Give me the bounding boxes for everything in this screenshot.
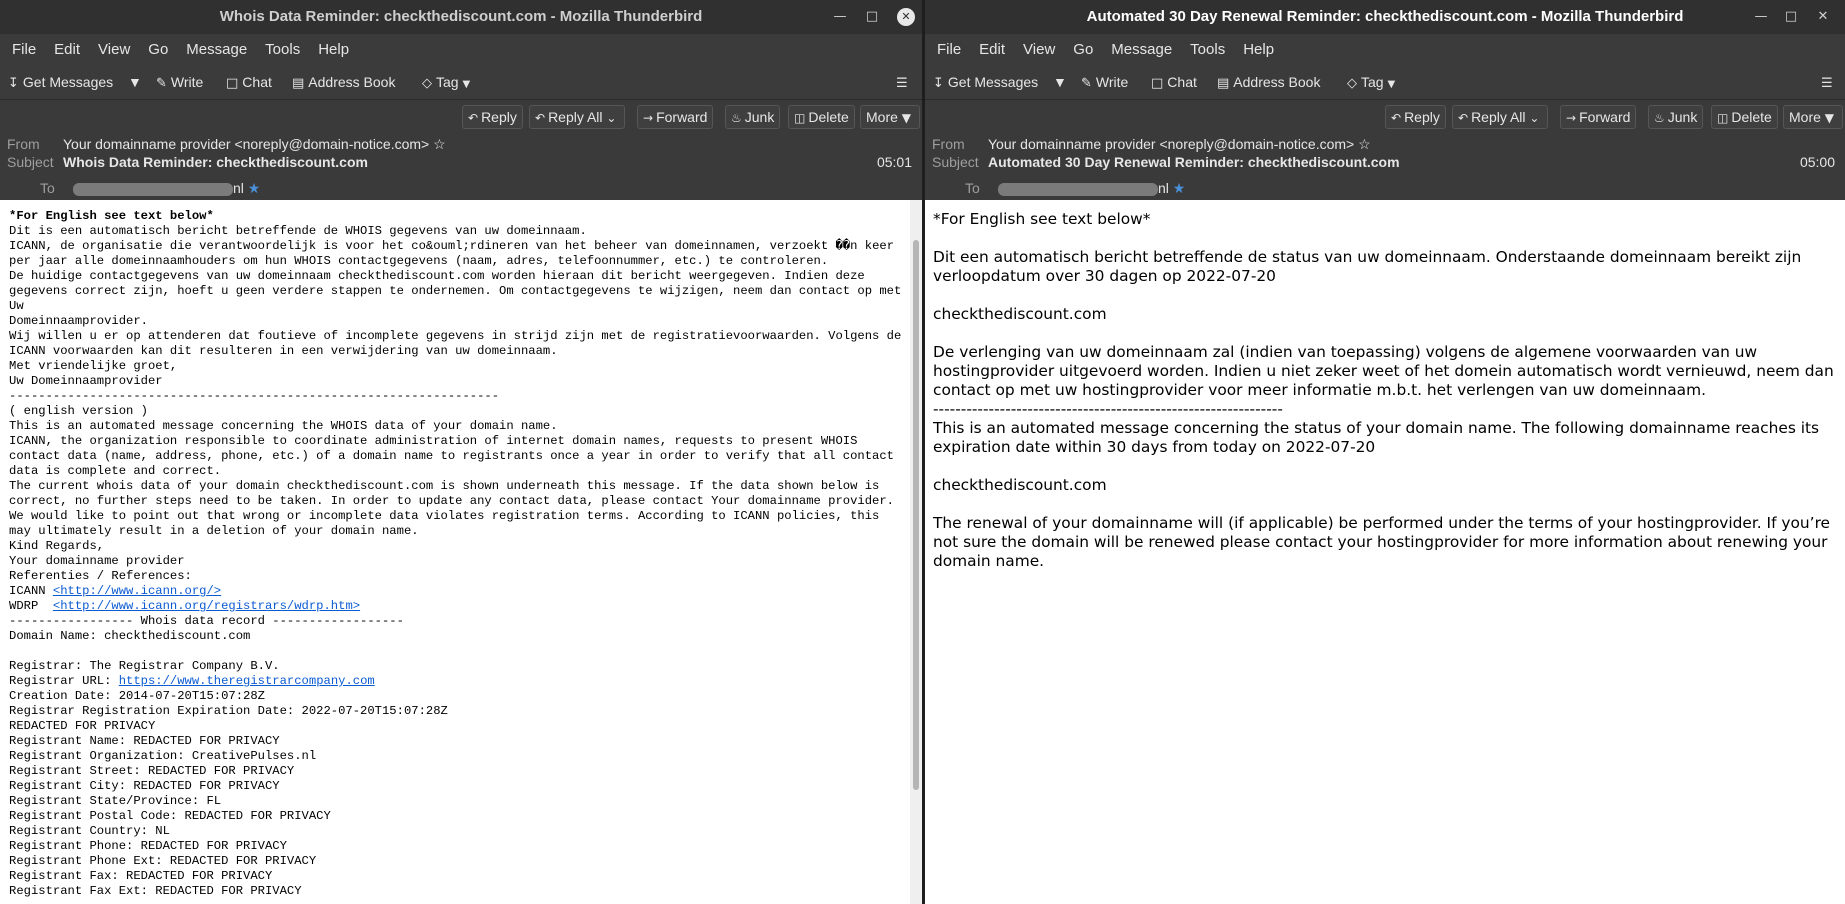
title-bar[interactable] bbox=[925, 0, 1845, 34]
address-book-icon: ▤ bbox=[1217, 76, 1230, 91]
reply-all-button[interactable]: ↶ Reply All ⌄ bbox=[529, 105, 625, 129]
menu-help[interactable]: Help bbox=[1243, 41, 1275, 58]
menu-file[interactable]: File bbox=[12, 41, 37, 58]
subject-row: Subject Automated 30 Day Renewal Reminder: checkthediscount.com bbox=[932, 154, 1400, 170]
download-icon: ↧ bbox=[933, 76, 944, 91]
get-messages-button[interactable]: ↧ Get Messages bbox=[8, 65, 113, 101]
menu-help[interactable]: Help bbox=[318, 41, 350, 58]
download-icon: ↧ bbox=[8, 76, 19, 91]
icann-link[interactable]: <http://www.icann.org/> bbox=[52, 584, 222, 598]
message-header bbox=[0, 100, 922, 200]
to-row: To nl ★ bbox=[965, 180, 1186, 197]
address-book-icon: ▤ bbox=[292, 76, 305, 91]
tag-icon: ◇ bbox=[1347, 76, 1357, 91]
more-button[interactable]: More ▼ bbox=[860, 105, 920, 129]
pencil-icon: ✎ bbox=[1081, 76, 1092, 91]
reply-all-button[interactable]: ↶ Reply All ⌄ bbox=[1452, 105, 1548, 129]
english-paragraph-2: The renewal of your domainname will (if applicable) be performed under the terms of your hostingprovider. If you’re not sure the domain will be renewed please contact your hostingprovider for more information about renewing your domain name. bbox=[933, 514, 1831, 570]
star-outline-icon[interactable]: ☆ bbox=[433, 136, 446, 152]
trash-icon: ◫ bbox=[1717, 111, 1729, 125]
wdrp-link[interactable]: <http://www.icann.org/registrars/wdrp.htm> bbox=[52, 599, 361, 613]
subject-value: Automated 30 Day Renewal Reminder: checkthediscount.com bbox=[988, 154, 1400, 170]
from-row: From Your domainname provider <noreply@domain-notice.com> ☆ bbox=[932, 136, 1371, 152]
menu-file[interactable]: File bbox=[937, 41, 962, 58]
reply-button[interactable]: ↶ Reply bbox=[462, 105, 523, 129]
subject-row: Subject Whois Data Reminder: checkthediscount.com bbox=[7, 154, 368, 170]
junk-button[interactable]: ♨ Junk bbox=[1648, 105, 1703, 129]
domain-name-nl: checkthediscount.com bbox=[933, 305, 1107, 323]
star-filled-icon[interactable]: ★ bbox=[247, 181, 261, 197]
write-button[interactable]: ✎ Write bbox=[156, 65, 203, 101]
redacted-recipient bbox=[73, 183, 233, 196]
title-bar[interactable] bbox=[0, 0, 922, 34]
dutch-paragraph-2: De verlenging van uw domeinnaam zal (indien van toepassing) volgens de algemene voorwaarden van uw hostingprovider uitgevoerd worden. Indien u niet zeker weet of het domein automatisch wordt vernieuwd, neem dan contact op met uw hostingprovider voor meer informatie m.b.t. het verlengen van uw domeinnaam. bbox=[933, 343, 1834, 399]
english-notice: *For English see text below* bbox=[9, 209, 214, 223]
menu-tools[interactable]: Tools bbox=[1190, 41, 1226, 58]
menu-go[interactable]: Go bbox=[1073, 41, 1094, 58]
menu-message[interactable]: Message bbox=[186, 41, 248, 58]
address-book-button[interactable]: ▤ Address Book bbox=[292, 65, 395, 101]
menu-edit[interactable]: Edit bbox=[979, 41, 1006, 58]
close-icon[interactable]: ✕ bbox=[1817, 9, 1829, 24]
reply-icon: ↶ bbox=[468, 111, 479, 125]
tag-icon: ◇ bbox=[422, 76, 432, 91]
more-button[interactable]: More ▼ bbox=[1783, 105, 1843, 129]
domain-name-en: checkthediscount.com bbox=[933, 476, 1107, 494]
menu-view[interactable]: View bbox=[98, 41, 131, 58]
reply-button[interactable]: ↶ Reply bbox=[1385, 105, 1446, 129]
english-notice: *For English see text below* bbox=[933, 210, 1151, 228]
forward-button[interactable]: → Forward bbox=[1560, 105, 1636, 129]
tag-button[interactable]: ◇ Tag ▼ bbox=[1347, 65, 1395, 102]
from-address[interactable]: Your domainname provider <noreply@domain-notice.com> bbox=[988, 136, 1355, 152]
dutch-paragraph-1: Dit een automatisch bericht betreffende de status van uw domeinnaam. Onderstaande domeinnaam bereikt zijn verloopdatum over 30 dagen op 2022-07-20 bbox=[933, 248, 1802, 285]
message-time: 05:00 bbox=[1799, 154, 1835, 170]
hamburger-icon: ☰ bbox=[1821, 76, 1833, 91]
whois-record-details: Creation Date: 2014-07-20T15:07:28Z Registrar Registration Expiration Date: 2022-07-20T15:07:28Z REDACTED FOR PRIVACY Registrant Name: REDACTED FOR PRIVACY Registrant Organization: CreativePulses.nl Registrant Street: REDACTED FOR PRIVACY Registrant City: REDACTED FOR PRIVACY Registrant State/Province: FL Registrant Postal Code: REDACTED FOR PRIVACY Registrant Country: NL Registrant Phone: REDACTED FOR PRIVACY Registrant Phone Ext: REDACTED FOR PRIVACY Registrant Fax: REDACTED FOR PRIVACY Registrant Fax Ext: REDACTED FOR PRIVACY bbox=[9, 689, 448, 898]
get-messages-dropdown[interactable]: ▼ bbox=[128, 74, 142, 90]
message-body: *For English see text below* Dit is een automatisch bericht betreffende de WHOIS gegevens van uw domeinnaam. ICANN, de organisatie die verantwoordelijk is voor het co&ouml;rdineren van het beheer van domeinnamen, verzoekt ��n keer per jaar alle domeinnaamhouders om hun WHOIS contactgegevens (naam, adres, telefoonnummer, etc.) te controleren. De huidige contactgegevens van uw domeinnaam checkthediscount.com worden hieraan dit bericht weergegeven. Indien deze gegevens correct zijn, hoeft u geen verdere stappen te ondernemen. Om contactgegevens te wijzigen, neem dan contact op met Uw Domeinnaamprovider. Wij willen u er op attenderen dat foutieve of incomplete gegevens in strijd zijn met de registratievoorwaarden. Volgens de ICANN voorwaarden kan dit resulteren in een verwijdering van uw domeinnaam. Met vriendelijke groet, Uw Domeinnaamprovider ------------------------------------------------------------------- ( english version ) This is an automated message concerning the WHOIS data of your domain name. ICANN, the organization responsible to coordinate administration of internet domain names, requests to present WHOIS contact data (name, address, phone, etc.) of a domain name to registrants once a year in order to verify that all contact data is complete and correct. The current whois data of your domain checkthediscount.com is shown underneath this message. If the data shown below is correct, no further steps need to be taken. In order to update any contact data, please contact Your domainname provider. We would like to point out that wrong or incomplete data violates registration terms. According to ICANN policies, this may ultimately result in a deletion of your domain name. Kind Regards, Your domainname provider Referenties / References: ICANN <http://www.icann.org/> WDRP <http://www.icann.org/registrars/wdrp.htm> ----------------- Whois data record ------------------ Domain Name: checkthediscount.com Registrar: The Registrar Company B.V. Registrar URL: https://www.theregistrarcompany.com Creation Date: 2014-07-20T15:07:28Z Registrar Registration Expiration Date: 2022-07-20T15:07:28Z REDACTED FOR PRIVACY Registrant Name: REDACTED FOR PRIVACY Registrant Organization: CreativePulses.nl Registrant Street: REDACTED FOR PRIVACY Registrant City: REDACTED FOR PRIVACY Registrant State/Province: FL Registrant Postal Code: REDACTED FOR PRIVACY Registrant Country: NL Registrant Phone: REDACTED FOR PRIVACY Registrant Phone Ext: REDACTED FOR PRIVACY Registrant Fax: REDACTED FOR PRIVACY Registrant Fax Ext: REDACTED FOR PRIVACY bbox=[0, 200, 922, 904]
maximize-icon[interactable]: □ bbox=[1784, 9, 1798, 24]
menu-tools[interactable]: Tools bbox=[265, 41, 301, 58]
subject-value: Whois Data Reminder: checkthediscount.com bbox=[63, 154, 368, 170]
trash-icon: ◫ bbox=[794, 111, 806, 125]
chevron-down-icon: ⌄ bbox=[606, 111, 617, 125]
menu-go[interactable]: Go bbox=[148, 41, 169, 58]
chat-icon: □ bbox=[226, 76, 239, 91]
hamburger-icon: ☰ bbox=[896, 76, 908, 91]
forward-button[interactable]: → Forward bbox=[637, 105, 713, 129]
redacted-recipient bbox=[998, 183, 1158, 196]
chevron-down-icon: ▼ bbox=[1387, 79, 1396, 90]
whois-record: ----------------- Whois data record ------------------ Domain Name: checkthediscount.com Registrar: The Registrar Company B.V. bbox=[9, 614, 404, 673]
message-header bbox=[925, 100, 1845, 200]
menu-view[interactable]: View bbox=[1023, 41, 1056, 58]
star-filled-icon[interactable]: ★ bbox=[1172, 181, 1186, 197]
flame-icon: ♨ bbox=[731, 111, 742, 125]
english-paragraph-1: This is an automated message concerning the status of your domain name. The following domainname reaches its expiration date within 30 days from today on 2022-07-20 bbox=[933, 419, 1820, 456]
body-text: Dit is een automatisch bericht betreffende de WHOIS gegevens van uw domeinnaam. ICANN, de organisatie die verantwoordelijk is voor het co&ouml;rdineren van het beheer van domeinnamen, verzoekt ��n keer per jaar alle domeinnaamhouders om hun WHOIS contactgegevens (naam, adres, telefoonnummer, etc.) te controleren. De huidige contactgegevens van uw domeinnaam checkthediscount.com worden hieraan dit bericht weergegeven. Indien deze gegevens correct zijn, hoeft u geen verdere stappen te ondernemen. Om contactgegevens te wijzigen, neem dan contact op met Uw Domeinnaamprovider. Wij willen u er op attenderen dat foutieve of incomplete gegevens in strijd zijn met de registratievoorwaarden. Volgens de ICANN voorwaarden kan dit resulteren in een verwijdering van uw domeinnaam. Met vriendelijke groet, Uw Domeinnaamprovider ------------------------------------------------------------------- ( english version ) This is an automated message concerning the WHOIS data of your domain name. ICANN, the organization responsible to coordinate administration of internet domain names, requests to present WHOIS contact data (name, address, phone, etc.) of a domain name to registrants once a year in order to verify that all contact data is complete and correct. The current whois data of your domain checkthediscount.com is shown underneath this message. If the data shown below is correct, no further steps need to be taken. In order to update any contact data, please contact Your domainname provider. We would like to point out that wrong or incomplete data violates registration terms. According to ICANN policies, this may ultimately result in a deletion of your domain name. Kind Regards, Your domainname provider Referenties / References: bbox=[9, 224, 902, 583]
flame-icon: ♨ bbox=[1654, 111, 1665, 125]
menu-message[interactable]: Message bbox=[1111, 41, 1173, 58]
main-toolbar bbox=[0, 65, 922, 100]
thunderbird-window-left bbox=[0, 0, 922, 904]
chat-button[interactable]: □ Chat bbox=[1151, 65, 1197, 101]
address-book-button[interactable]: ▤ Address Book bbox=[1217, 65, 1320, 101]
scrollbar[interactable] bbox=[910, 200, 922, 904]
chevron-down-icon: ⌄ bbox=[1529, 111, 1540, 125]
pencil-icon: ✎ bbox=[156, 76, 167, 91]
chat-button[interactable]: □ Chat bbox=[226, 65, 272, 101]
app-menu-button[interactable] bbox=[896, 65, 912, 101]
junk-button[interactable]: ♨ Junk bbox=[725, 105, 780, 129]
forward-icon: → bbox=[643, 111, 654, 125]
window-title: Whois Data Reminder: checkthediscount.com - Mozilla Thunderbird bbox=[219, 8, 703, 25]
from-address[interactable]: Your domainname provider <noreply@domain-notice.com> bbox=[63, 136, 430, 152]
menu-bar bbox=[0, 34, 922, 65]
window-title: Automated 30 Day Renewal Reminder: checkthediscount.com - Mozilla Thunderbird bbox=[1086, 8, 1684, 25]
delete-button[interactable]: ◫ Delete bbox=[1711, 105, 1778, 129]
chevron-down-icon: ▼ bbox=[901, 111, 912, 125]
scrollbar-thumb[interactable] bbox=[913, 240, 919, 790]
registrar-url-link[interactable]: https://www.theregistrarcompany.com bbox=[118, 674, 375, 688]
star-outline-icon[interactable]: ☆ bbox=[1358, 136, 1371, 152]
from-row: From Your domainname provider <noreply@domain-notice.com> ☆ bbox=[7, 136, 446, 152]
reply-all-icon: ↶ bbox=[1458, 111, 1469, 125]
chevron-down-icon: ▼ bbox=[1824, 111, 1835, 125]
get-messages-button[interactable]: ↧ Get Messages bbox=[933, 65, 1038, 101]
chat-icon: □ bbox=[1151, 76, 1164, 91]
thunderbird-window-right bbox=[925, 0, 1845, 904]
minimize-icon[interactable]: — bbox=[833, 9, 847, 24]
menu-bar bbox=[925, 34, 1845, 65]
reply-icon: ↶ bbox=[1391, 111, 1402, 125]
close-icon[interactable]: ✕ bbox=[897, 8, 915, 26]
main-toolbar bbox=[925, 65, 1845, 100]
message-body bbox=[925, 200, 1845, 904]
chevron-down-icon: ▼ bbox=[462, 79, 471, 90]
menu-edit[interactable]: Edit bbox=[54, 41, 81, 58]
write-button[interactable]: ✎ Write bbox=[1081, 65, 1128, 101]
message-time: 05:01 bbox=[876, 154, 912, 170]
get-messages-dropdown[interactable]: ▼ bbox=[1053, 74, 1067, 90]
minimize-icon[interactable]: — bbox=[1754, 9, 1768, 24]
tag-button[interactable]: ◇ Tag ▼ bbox=[422, 65, 470, 102]
forward-icon: → bbox=[1566, 111, 1577, 125]
app-menu-button[interactable] bbox=[1821, 65, 1837, 101]
separator-line: --------------------------------------------------------------- bbox=[933, 400, 1283, 418]
to-row: To nl ★ bbox=[40, 180, 261, 197]
maximize-icon[interactable]: □ bbox=[865, 9, 879, 24]
delete-button[interactable]: ◫ Delete bbox=[788, 105, 855, 129]
reply-all-icon: ↶ bbox=[535, 111, 546, 125]
